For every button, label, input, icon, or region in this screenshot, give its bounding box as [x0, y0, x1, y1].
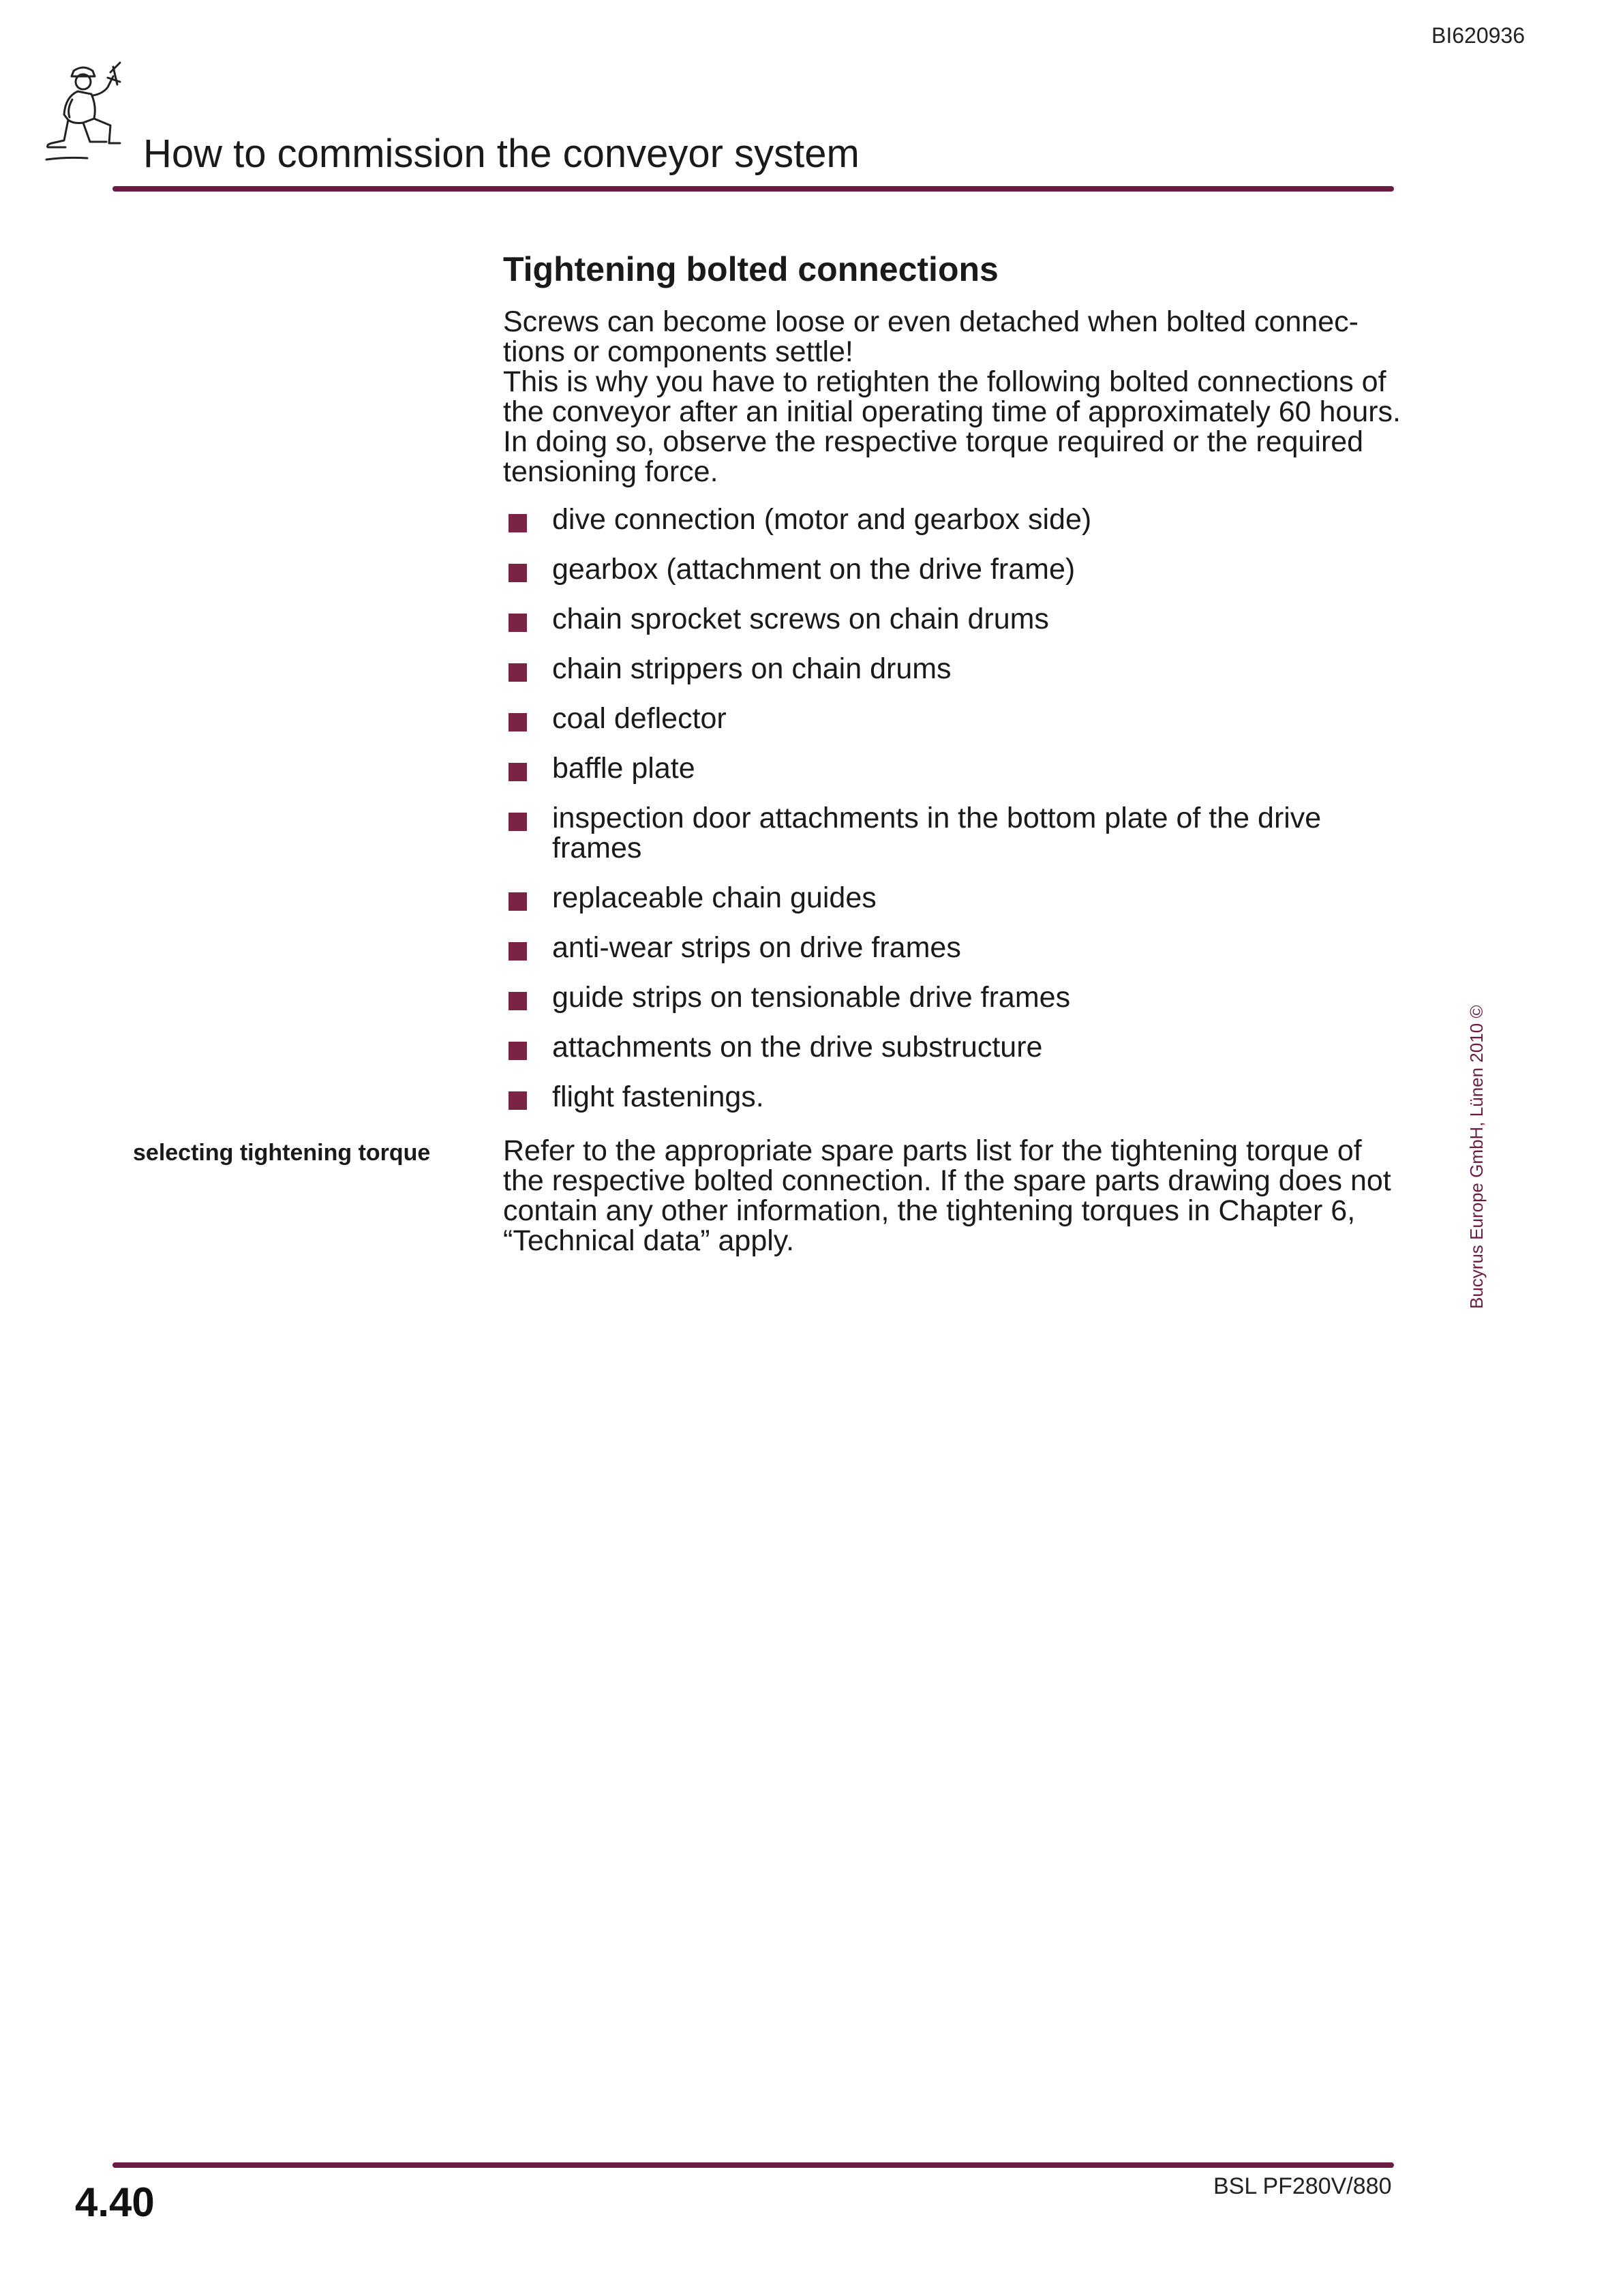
list-item-text: chain sprocket screws on chain drums	[552, 603, 1049, 635]
square-bullet-icon	[509, 992, 527, 1010]
list-item	[503, 1082, 1403, 1112]
list-item-text: flight fastenings.	[552, 1081, 764, 1113]
list-item-text: gearbox (attachment on the drive frame)	[552, 553, 1076, 586]
document-id: BI620936	[1431, 23, 1526, 48]
list-item	[503, 803, 1403, 863]
list-item	[503, 753, 1403, 783]
square-bullet-icon	[509, 514, 527, 532]
square-bullet-icon	[509, 942, 527, 961]
square-bullet-icon	[509, 1091, 527, 1110]
list-item	[503, 933, 1403, 963]
margin-label-tightening-torque: selecting tightening torque	[133, 1140, 431, 1166]
list-item	[503, 504, 1403, 534]
intro-text	[503, 307, 1403, 487]
square-bullet-icon	[509, 892, 527, 911]
intro-paragraph: Screws can become loose or even detached when bolted connec-tions or components settle!	[503, 305, 1359, 368]
square-bullet-icon	[509, 763, 527, 781]
square-bullet-icon	[509, 713, 527, 731]
list-item-text: replaceable chain guides	[552, 881, 877, 914]
list-item-text: dive connection (motor and gearbox side)	[552, 503, 1092, 536]
square-bullet-icon	[509, 813, 527, 831]
copyright-sidebar	[1459, 995, 1500, 1309]
list-item	[503, 554, 1403, 584]
list-item-text: coal deflector	[552, 702, 727, 735]
copyright-text: Bucyrus Europe GmbH, Lünen 2010 ©	[1466, 1005, 1487, 1309]
list-item-text: anti-wear strips on drive frames	[552, 931, 961, 964]
square-bullet-icon	[509, 663, 527, 682]
list-item-text: attachments on the drive substructure	[552, 1031, 1043, 1063]
list-item-text: chain strippers on chain drums	[552, 652, 952, 685]
list-item	[503, 982, 1403, 1012]
torque-text: Refer to the appropriate spare parts list for the tightening torque of the respective bolted connection. If the spare parts drawing does not contain any other information, the tightening torques in Chapter 6, “Technical data” apply.	[503, 1134, 1391, 1257]
square-bullet-icon	[509, 1042, 527, 1060]
list-item-text: baffle plate	[552, 752, 695, 785]
list-item-text: guide strips on tensionable drive frames	[552, 981, 1071, 1014]
section-heading: Tightening bolted connections	[503, 250, 999, 288]
header-rule	[112, 186, 1394, 192]
page-number: 4.40	[75, 2179, 155, 2225]
list-item	[503, 704, 1403, 734]
torque-paragraph	[503, 1136, 1403, 1256]
chapter-title: How to commission the conveyor system	[143, 132, 860, 176]
bolted-connections-list	[503, 504, 1403, 1132]
product-code: BSL PF280V/880	[1213, 2173, 1392, 2199]
list-item	[503, 654, 1403, 684]
square-bullet-icon	[509, 614, 527, 632]
footer-rule	[112, 2162, 1394, 2168]
intro-paragraph: This is why you have to retighten the following bolted connections of the conveyor after an initial operating time of approximately 60 hours. In doing so, observe the respective torque required or the required tensioning force.	[503, 365, 1401, 488]
square-bullet-icon	[509, 564, 527, 582]
list-item-text: inspection door attachments in the bottom plate of the drive frames	[552, 802, 1322, 864]
kneeling-worker-with-tool-icon	[42, 61, 145, 170]
list-item	[503, 883, 1403, 913]
list-item	[503, 1032, 1403, 1062]
list-item	[503, 604, 1403, 634]
